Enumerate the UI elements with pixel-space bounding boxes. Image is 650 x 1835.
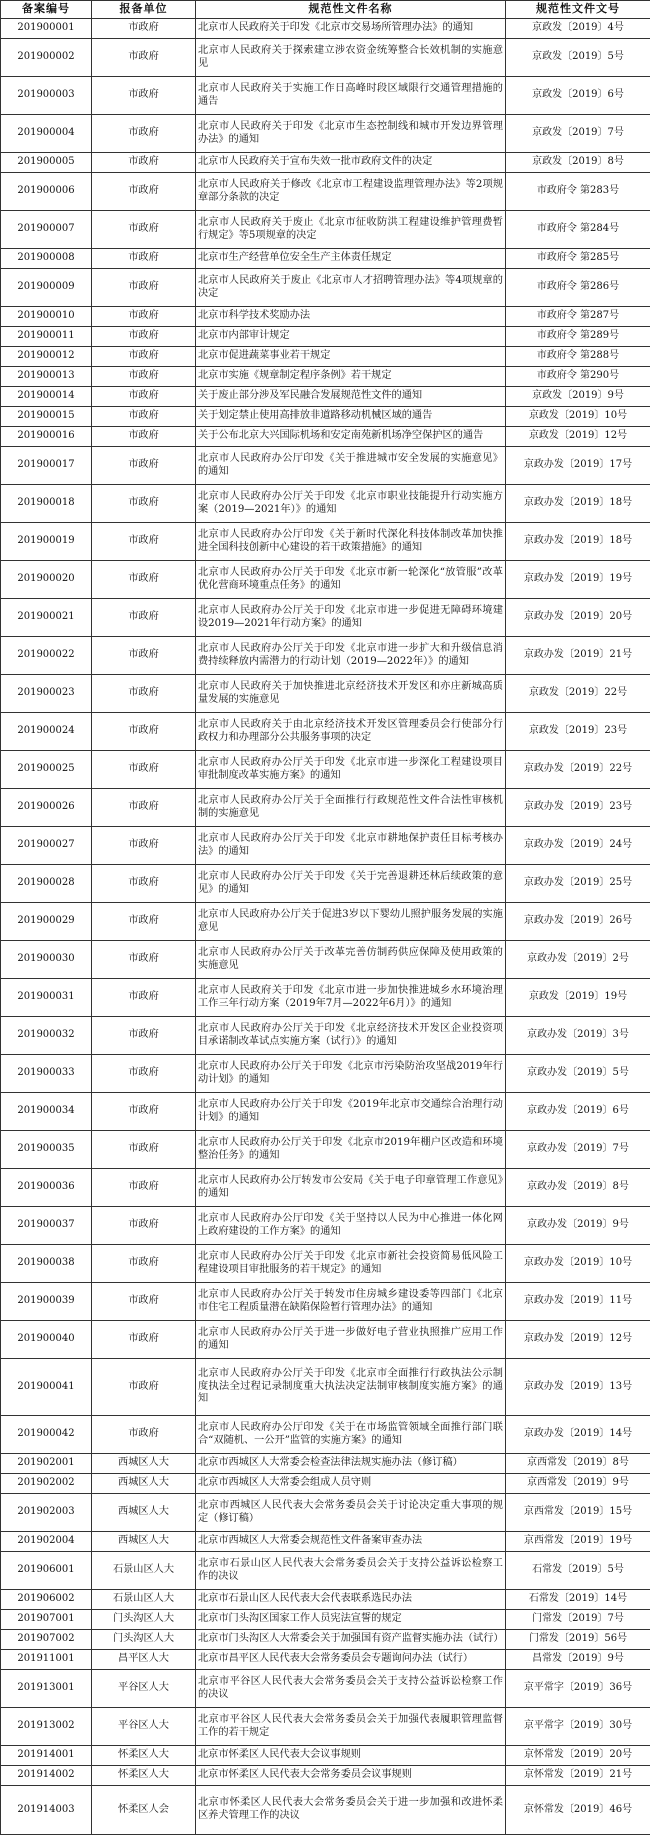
table-row — [1, 827, 650, 865]
reporting-unit-cell: 市政府 — [92, 407, 196, 427]
document-number-cell: 京政办发〔2019〕18号 — [506, 485, 650, 523]
reporting-unit-cell: 市政府 — [92, 427, 196, 447]
filing-number-cell: 201900042 — [1, 1416, 92, 1454]
table-row — [1, 637, 650, 675]
document-title-cell: 北京市人民政府关于印发《北京市交易场所管理办法》的通知 — [196, 19, 506, 39]
reporting-unit-cell: 西城区人大 — [92, 1454, 196, 1474]
filing-number-cell: 201900040 — [1, 1321, 92, 1359]
document-number-cell: 京平常字〔2019〕36号 — [506, 1670, 650, 1708]
reporting-unit-cell: 市政府 — [92, 269, 196, 307]
table-body — [1, 19, 650, 1835]
reporting-unit-cell: 市政府 — [92, 827, 196, 865]
document-number-cell: 市政府令 第289号 — [506, 327, 650, 347]
reporting-unit-cell: 市政府 — [92, 211, 196, 249]
filing-number-cell: 201900019 — [1, 523, 92, 561]
table-row — [1, 1055, 650, 1093]
filing-number-cell: 201900023 — [1, 675, 92, 713]
document-number-cell: 京政办发〔2019〕17号 — [506, 447, 650, 485]
document-title-cell: 北京市人民政府关于探索建立涉农资金统筹整合长效机制的实施意见 — [196, 39, 506, 77]
document-title-cell: 北京市人民政府关于印发《北京市进一步加快推进城乡水环境治理工作三年行动方案（2019年7月—2022年6月）》的通知 — [196, 979, 506, 1017]
filing-number-cell: 201900038 — [1, 1245, 92, 1283]
filing-number-cell: 201900007 — [1, 211, 92, 249]
table-row — [1, 523, 650, 561]
document-number-cell: 京政办发〔2019〕5号 — [506, 1055, 650, 1093]
table-row — [1, 1093, 650, 1131]
document-number-cell: 京政办发〔2019〕24号 — [506, 827, 650, 865]
filing-number-cell: 201900013 — [1, 367, 92, 387]
filing-number-cell: 201900008 — [1, 249, 92, 269]
document-title-cell: 北京市人民政府办公厅印发《关于推进城市安全发展的实施意见》的通知 — [196, 447, 506, 485]
table-row — [1, 387, 650, 407]
document-number-cell: 京政办发〔2019〕11号 — [506, 1283, 650, 1321]
reporting-unit-cell: 西城区人大 — [92, 1474, 196, 1494]
document-title-cell: 北京市石景山区人民代表大会代表联系选民办法 — [196, 1590, 506, 1610]
reporting-unit-cell: 市政府 — [92, 751, 196, 789]
filing-number-cell: 201900001 — [1, 19, 92, 39]
filing-number-cell: 201900002 — [1, 39, 92, 77]
document-number-cell: 京政发〔2019〕12号 — [506, 427, 650, 447]
table-row — [1, 153, 650, 173]
reporting-unit-cell: 市政府 — [92, 523, 196, 561]
document-title-cell: 北京市人民政府关于宣布失效一批市政府文件的决定 — [196, 153, 506, 173]
document-number-cell: 门常发〔2019〕56号 — [506, 1630, 650, 1650]
document-title-cell: 关于废止部分涉及军民融合发展规范性文件的通知 — [196, 387, 506, 407]
document-number-cell: 市政府令 第284号 — [506, 211, 650, 249]
table-row — [1, 1630, 650, 1650]
document-number-cell: 市政府令 第288号 — [506, 347, 650, 367]
filing-number-cell: 201900031 — [1, 979, 92, 1017]
filing-number-cell: 201900041 — [1, 1359, 92, 1416]
table-row — [1, 1207, 650, 1245]
document-number-cell: 京政发〔2019〕22号 — [506, 675, 650, 713]
table-row — [1, 1766, 650, 1786]
reporting-unit-cell: 市政府 — [92, 941, 196, 979]
reporting-unit-cell: 市政府 — [92, 307, 196, 327]
reporting-unit-cell: 市政府 — [92, 1321, 196, 1359]
document-title-cell: 北京市人民政府办公厅关于印发《北京市2019年棚户区改造和环境整治任务》的通知 — [196, 1131, 506, 1169]
document-number-cell: 市政府令 第286号 — [506, 269, 650, 307]
filing-number-cell: 201900021 — [1, 599, 92, 637]
table-row — [1, 1474, 650, 1494]
table-row — [1, 1321, 650, 1359]
filing-number-cell: 201900009 — [1, 269, 92, 307]
document-title-cell: 北京市人民政府关于废止《北京市人才招聘管理办法》等4项规章的决定 — [196, 269, 506, 307]
filing-number-cell: 201900012 — [1, 347, 92, 367]
filing-number-cell: 201900028 — [1, 865, 92, 903]
filing-number-cell: 201911001 — [1, 1650, 92, 1670]
document-title-cell: 北京市昌平区人民代表大会常务委员会专题询问办法（试行） — [196, 1650, 506, 1670]
document-number-cell: 昌常发〔2019〕9号 — [506, 1650, 650, 1670]
filing-number-cell: 201900011 — [1, 327, 92, 347]
filing-number-cell: 201913001 — [1, 1670, 92, 1708]
filing-number-cell: 201900039 — [1, 1283, 92, 1321]
reporting-unit-cell: 市政府 — [92, 675, 196, 713]
document-title-cell: 北京市人民政府办公厅关于印发《北京市进一步促进无障碍环境建设2019—2021年行动方案》的通知 — [196, 599, 506, 637]
document-title-cell: 北京市人民政府办公厅关于改革完善仿制药供应保障及使用政策的实施意见 — [196, 941, 506, 979]
filing-number-cell: 201900006 — [1, 173, 92, 211]
table-row — [1, 1245, 650, 1283]
table-row — [1, 367, 650, 387]
reporting-unit-cell: 市政府 — [92, 1055, 196, 1093]
document-number-cell: 京怀常发〔2019〕21号 — [506, 1766, 650, 1786]
document-title-cell: 北京市人民政府办公厅关于印发《北京市污染防治攻坚战2019年行动计划》的通知 — [196, 1055, 506, 1093]
filing-number-cell: 201900036 — [1, 1169, 92, 1207]
document-title-cell: 北京市西城区人民代表大会常务委员会关于讨论决定重大事项的规定（修订稿） — [196, 1494, 506, 1532]
document-title-cell: 北京市人民政府办公厅转发市公安局《关于电子印章管理工作意见》的通知 — [196, 1169, 506, 1207]
filing-number-cell: 201902003 — [1, 1494, 92, 1532]
table-row — [1, 1590, 650, 1610]
document-number-cell: 门常发〔2019〕7号 — [506, 1610, 650, 1630]
document-number-cell: 京政办发〔2019〕8号 — [506, 1169, 650, 1207]
table-row — [1, 427, 650, 447]
document-title-cell: 北京市内部审计规定 — [196, 327, 506, 347]
document-number-cell: 市政府令 第290号 — [506, 367, 650, 387]
table-row — [1, 327, 650, 347]
document-title-cell: 北京市人民政府办公厅印发《关于新时代深化科技体制改革加快推进全国科技创新中心建设的若干政策措施》的通知 — [196, 523, 506, 561]
reporting-unit-cell: 市政府 — [92, 367, 196, 387]
document-number-cell: 市政府令 第287号 — [506, 307, 650, 327]
document-title-cell: 北京市石景山区人民代表大会常务委员会关于支持公益诉讼检察工作的决议 — [196, 1552, 506, 1590]
reporting-unit-cell: 市政府 — [92, 1017, 196, 1055]
table-row — [1, 1610, 650, 1630]
table-row — [1, 1283, 650, 1321]
reporting-unit-cell: 市政府 — [92, 789, 196, 827]
table-row — [1, 269, 650, 307]
filing-number-cell: 201900029 — [1, 903, 92, 941]
reporting-unit-cell: 市政府 — [92, 1131, 196, 1169]
reporting-unit-cell: 市政府 — [92, 153, 196, 173]
table-row — [1, 173, 650, 211]
filing-number-cell: 201900024 — [1, 713, 92, 751]
reporting-unit-cell: 市政府 — [92, 903, 196, 941]
reporting-unit-cell: 市政府 — [92, 561, 196, 599]
table-row — [1, 1131, 650, 1169]
filing-number-cell: 201914001 — [1, 1746, 92, 1766]
reporting-unit-cell: 市政府 — [92, 39, 196, 77]
reporting-unit-cell: 市政府 — [92, 1093, 196, 1131]
document-number-cell: 京政发〔2019〕10号 — [506, 407, 650, 427]
document-number-cell: 京政办发〔2019〕25号 — [506, 865, 650, 903]
document-number-cell: 京政办发〔2019〕18号 — [506, 523, 650, 561]
document-title-cell: 北京市实施《规章制定程序条例》若干规定 — [196, 367, 506, 387]
reporting-unit-cell: 西城区人大 — [92, 1494, 196, 1532]
document-number-cell: 京政办发〔2019〕12号 — [506, 1321, 650, 1359]
filing-number-cell: 201900010 — [1, 307, 92, 327]
document-number-cell: 市政府令 第283号 — [506, 173, 650, 211]
table-row — [1, 1650, 650, 1670]
table-row — [1, 347, 650, 367]
reporting-unit-cell: 平谷区人大 — [92, 1708, 196, 1746]
document-title-cell: 北京市人民政府办公厅关于印发《北京市进一步扩大和升级信息消费持续释放内需潜力的行动计划（2019—2022年）》的通知 — [196, 637, 506, 675]
document-number-cell: 京政办发〔2019〕26号 — [506, 903, 650, 941]
reporting-unit-cell: 门头沟区人大 — [92, 1630, 196, 1650]
reporting-unit-cell: 市政府 — [92, 447, 196, 485]
filing-number-cell: 201900022 — [1, 637, 92, 675]
filing-number-cell: 201900026 — [1, 789, 92, 827]
table-row — [1, 249, 650, 269]
document-number-cell: 市政府令 第285号 — [506, 249, 650, 269]
document-title-cell: 北京市西城区人大常委会组成人员守则 — [196, 1474, 506, 1494]
document-title-cell: 北京市平谷区人民代表大会常务委员会关于支持公益诉讼检察工作的决议 — [196, 1670, 506, 1708]
table-row — [1, 1017, 650, 1055]
table-row — [1, 865, 650, 903]
filing-number-cell: 201900005 — [1, 153, 92, 173]
reporting-unit-cell: 市政府 — [92, 865, 196, 903]
header-row — [1, 1, 650, 19]
document-number-cell: 京政办发〔2019〕21号 — [506, 637, 650, 675]
table-row — [1, 1494, 650, 1532]
reporting-unit-cell: 市政府 — [92, 1207, 196, 1245]
document-title-cell: 北京市人民政府办公厅关于促进3岁以下婴幼儿照护服务发展的实施意见 — [196, 903, 506, 941]
document-title-cell: 北京市门头沟区人大常委会关于加强国有资产监督实施办法（试行） — [196, 1630, 506, 1650]
reporting-unit-cell: 市政府 — [92, 1245, 196, 1283]
document-number-cell: 京政办发〔2019〕20号 — [506, 599, 650, 637]
document-title-cell: 关于公布北京大兴国际机场和安定南苑新机场净空保护区的通告 — [196, 427, 506, 447]
filing-number-cell: 201900003 — [1, 77, 92, 115]
document-number-cell: 京政发〔2019〕7号 — [506, 115, 650, 153]
table-row — [1, 713, 650, 751]
reporting-unit-cell: 昌平区人大 — [92, 1650, 196, 1670]
reporting-unit-cell: 市政府 — [92, 77, 196, 115]
document-title-cell: 北京市人民政府办公厅印发《关于坚持以人民为中心推进一体化网上政府建设的工作方案》的通知 — [196, 1207, 506, 1245]
reporting-unit-cell: 石景山区人大 — [92, 1552, 196, 1590]
reporting-unit-cell: 怀柔区人会 — [92, 1786, 196, 1835]
header-reporting-unit: 报备单位 — [92, 1, 196, 19]
table-row — [1, 1359, 650, 1416]
table-row — [1, 407, 650, 427]
filing-number-cell: 201902002 — [1, 1474, 92, 1494]
filing-number-cell: 201906001 — [1, 1552, 92, 1590]
document-title-cell: 北京市促进蔬菜事业若干规定 — [196, 347, 506, 367]
filing-number-cell: 201900033 — [1, 1055, 92, 1093]
table-row — [1, 1169, 650, 1207]
reporting-unit-cell: 市政府 — [92, 327, 196, 347]
document-number-cell: 京政办发〔2019〕23号 — [506, 789, 650, 827]
reporting-unit-cell: 平谷区人大 — [92, 1670, 196, 1708]
filing-number-cell: 201914003 — [1, 1786, 92, 1835]
document-number-cell: 京政办发〔2019〕19号 — [506, 561, 650, 599]
table-row — [1, 39, 650, 77]
header-document-number: 规范性文件文号 — [506, 1, 650, 19]
document-number-cell: 京政办发〔2019〕10号 — [506, 1245, 650, 1283]
table-row — [1, 77, 650, 115]
reporting-unit-cell: 怀柔区人大 — [92, 1746, 196, 1766]
document-number-cell: 京西常发〔2019〕15号 — [506, 1494, 650, 1532]
document-number-cell: 京西常发〔2019〕9号 — [506, 1474, 650, 1494]
table-row — [1, 447, 650, 485]
filing-number-cell: 201907001 — [1, 1610, 92, 1630]
document-title-cell: 北京市人民政府关于修改《北京市工程建设监理管理办法》等2项规章部分条款的决定 — [196, 173, 506, 211]
document-number-cell: 京西常发〔2019〕8号 — [506, 1454, 650, 1474]
document-title-cell: 北京市人民政府办公厅关于印发《北京市进一步深化工程建设项目审批制度改革实施方案》的通知 — [196, 751, 506, 789]
reporting-unit-cell: 市政府 — [92, 173, 196, 211]
document-title-cell: 北京市人民政府关于废止《北京市征收防洪工程建设维护管理费暂行规定》等5项规章的决定 — [196, 211, 506, 249]
document-title-cell: 北京市人民政府关于由北京经济技术开发区管理委员会行使部分行政权力和办理部分公共服务事项的决定 — [196, 713, 506, 751]
reporting-unit-cell: 市政府 — [92, 1359, 196, 1416]
document-number-cell: 京政办发〔2019〕7号 — [506, 1131, 650, 1169]
table-row — [1, 1670, 650, 1708]
document-number-cell: 京政办发〔2019〕9号 — [506, 1207, 650, 1245]
document-title-cell: 北京市人民政府办公厅关于进一步做好电子营业执照推广应用工作的通知 — [196, 1321, 506, 1359]
document-number-cell: 京怀常发〔2019〕20号 — [506, 1746, 650, 1766]
document-title-cell: 北京市人民政府办公厅关于印发《关于完善退耕还林后续政策的意见》的通知 — [196, 865, 506, 903]
reporting-unit-cell: 市政府 — [92, 115, 196, 153]
filing-number-cell: 201900017 — [1, 447, 92, 485]
document-title-cell: 北京市怀柔区人民代表大会常务委员会关于进一步加强和改进怀柔区养犬管理工作的决议 — [196, 1786, 506, 1835]
table-row — [1, 19, 650, 39]
document-number-cell: 京怀常发〔2019〕46号 — [506, 1786, 650, 1835]
table-row — [1, 941, 650, 979]
table-row — [1, 789, 650, 827]
reporting-unit-cell: 市政府 — [92, 637, 196, 675]
document-title-cell: 北京市人民政府办公厅关于全面推行行政规范性文件合法性审核机制的实施意见 — [196, 789, 506, 827]
filing-number-cell: 201902004 — [1, 1532, 92, 1552]
document-title-cell: 北京市人民政府办公厅关于印发《北京市职业技能提升行动实施方案（2019—2021年）》的通知 — [196, 485, 506, 523]
reporting-unit-cell: 门头沟区人大 — [92, 1610, 196, 1630]
document-title-cell: 北京市科学技术奖励办法 — [196, 307, 506, 327]
document-title-cell: 北京市人民政府办公厅关于印发《北京市全面推行行政执法公示制度执法全过程记录制度重大执法决定法制审核制度实施方案》的通知 — [196, 1359, 506, 1416]
filing-number-cell: 201900020 — [1, 561, 92, 599]
header-document-title: 规范性文件名称 — [196, 1, 506, 19]
filing-number-cell: 201902001 — [1, 1454, 92, 1474]
document-number-cell: 京政发〔2019〕8号 — [506, 153, 650, 173]
document-title-cell: 北京市人民政府办公厅关于印发《2019年北京市交通综合治理行动计划》的通知 — [196, 1093, 506, 1131]
document-number-cell: 京政办发〔2019〕14号 — [506, 1416, 650, 1454]
table-row — [1, 1416, 650, 1454]
table-row — [1, 1786, 650, 1835]
document-number-cell: 石常发〔2019〕14号 — [506, 1590, 650, 1610]
filing-number-cell: 201900034 — [1, 1093, 92, 1131]
document-title-cell: 北京市人民政府办公厅关于转发市住房城乡建设委等四部门《北京市住宅工程质量潜在缺陷保险暂行管理办法》的通知 — [196, 1283, 506, 1321]
document-title-cell: 北京市人民政府关于印发《北京市生态控制线和城市开发边界管理办法》的通知 — [196, 115, 506, 153]
reporting-unit-cell: 市政府 — [92, 485, 196, 523]
table-row — [1, 599, 650, 637]
document-number-cell: 京政办发〔2019〕3号 — [506, 1017, 650, 1055]
filing-number-cell: 201913002 — [1, 1708, 92, 1746]
filing-number-cell: 201900030 — [1, 941, 92, 979]
reporting-unit-cell: 西城区人大 — [92, 1532, 196, 1552]
document-title-cell: 北京市人民政府办公厅关于印发《北京市新一轮深化“放管服”改革优化营商环境重点任务》的通知 — [196, 561, 506, 599]
document-number-cell: 京政办发〔2019〕6号 — [506, 1093, 650, 1131]
document-title-cell: 北京市人民政府关于实施工作日高峰时段区域限行交通管理措施的通告 — [196, 77, 506, 115]
reporting-unit-cell: 市政府 — [92, 979, 196, 1017]
document-number-cell: 京政发〔2019〕9号 — [506, 387, 650, 407]
reporting-unit-cell: 市政府 — [92, 347, 196, 367]
document-title-cell: 北京市人民政府办公厅关于印发《北京经济技术开发区企业投资项目承诺制改革试点实施方案（试行）》的通知 — [196, 1017, 506, 1055]
table-row — [1, 1552, 650, 1590]
document-number-cell: 京西常发〔2019〕19号 — [506, 1532, 650, 1552]
filing-number-cell: 201900016 — [1, 427, 92, 447]
reporting-unit-cell: 石景山区人大 — [92, 1590, 196, 1610]
document-title-cell: 北京市人民政府关于加快推进北京经济技术开发区和亦庄新城高质量发展的实施意见 — [196, 675, 506, 713]
filing-number-cell: 201900027 — [1, 827, 92, 865]
document-title-cell: 北京市门头沟区国家工作人员宪法宣誓的规定 — [196, 1610, 506, 1630]
filing-number-cell: 201900015 — [1, 407, 92, 427]
document-number-cell: 京政发〔2019〕6号 — [506, 77, 650, 115]
reporting-unit-cell: 市政府 — [92, 713, 196, 751]
reporting-unit-cell: 市政府 — [92, 1283, 196, 1321]
filing-number-cell: 201900025 — [1, 751, 92, 789]
document-title-cell: 关于划定禁止使用高排放非道路移动机械区域的通告 — [196, 407, 506, 427]
reporting-unit-cell: 市政府 — [92, 387, 196, 407]
filing-number-cell: 201900037 — [1, 1207, 92, 1245]
reporting-unit-cell: 市政府 — [92, 19, 196, 39]
table-row — [1, 307, 650, 327]
reporting-unit-cell: 市政府 — [92, 599, 196, 637]
document-title-cell: 北京市西城区人大常委会检查法律法规实施办法（修订稿） — [196, 1454, 506, 1474]
document-number-cell: 京政发〔2019〕4号 — [506, 19, 650, 39]
document-number-cell: 京政办发〔2019〕22号 — [506, 751, 650, 789]
table-row — [1, 211, 650, 249]
filing-number-cell: 201900004 — [1, 115, 92, 153]
document-number-cell: 京政发〔2019〕19号 — [506, 979, 650, 1017]
table-row — [1, 903, 650, 941]
reporting-unit-cell: 怀柔区人大 — [92, 1766, 196, 1786]
document-title-cell: 北京市怀柔区人民代表大会议事规则 — [196, 1746, 506, 1766]
table-row — [1, 561, 650, 599]
document-number-cell: 京平常字〔2019〕30号 — [506, 1708, 650, 1746]
document-title-cell: 北京市人民政府办公厅关于印发《北京市新社会投资简易低风险工程建设项目审批服务的若干规定》的通知 — [196, 1245, 506, 1283]
filing-number-cell: 201914002 — [1, 1766, 92, 1786]
table-row — [1, 1532, 650, 1552]
table-row — [1, 1454, 650, 1474]
table-row — [1, 675, 650, 713]
document-title-cell: 北京市西城区人大常委会规范性文件备案审查办法 — [196, 1532, 506, 1552]
document-number-cell: 京政发〔2019〕23号 — [506, 713, 650, 751]
filing-number-cell: 201900035 — [1, 1131, 92, 1169]
reporting-unit-cell: 市政府 — [92, 1416, 196, 1454]
header-filing-number: 备案编号 — [1, 1, 92, 19]
reporting-unit-cell: 市政府 — [92, 1169, 196, 1207]
table-row — [1, 1708, 650, 1746]
document-number-cell: 京政发〔2019〕5号 — [506, 39, 650, 77]
table-row — [1, 1746, 650, 1766]
table-row — [1, 485, 650, 523]
filing-number-cell: 201900032 — [1, 1017, 92, 1055]
document-number-cell: 京政办发〔2019〕13号 — [506, 1359, 650, 1416]
document-number-cell: 石常发〔2019〕5号 — [506, 1552, 650, 1590]
reporting-unit-cell: 市政府 — [92, 249, 196, 269]
document-title-cell: 北京市人民政府办公厅印发《关于在市场监管领域全面推行部门联合“双随机、一公开”监管的实施方案》的通知 — [196, 1416, 506, 1454]
document-title-cell: 北京市人民政府办公厅关于印发《北京市耕地保护责任目标考核办法》的通知 — [196, 827, 506, 865]
filing-number-cell: 201900014 — [1, 387, 92, 407]
table-row — [1, 979, 650, 1017]
document-title-cell: 北京市生产经营单位安全生产主体责任规定 — [196, 249, 506, 269]
table-row — [1, 115, 650, 153]
filing-number-cell: 201900018 — [1, 485, 92, 523]
filing-number-cell: 201907002 — [1, 1630, 92, 1650]
document-number-cell: 京政办发〔2019〕2号 — [506, 941, 650, 979]
document-title-cell: 北京市平谷区人民代表大会常务委员会关于加强代表履职管理监督工作的若干规定 — [196, 1708, 506, 1746]
filing-number-cell: 201906002 — [1, 1590, 92, 1610]
table-row — [1, 751, 650, 789]
document-title-cell: 北京市怀柔区人民代表大会常务委员会议事规则 — [196, 1766, 506, 1786]
